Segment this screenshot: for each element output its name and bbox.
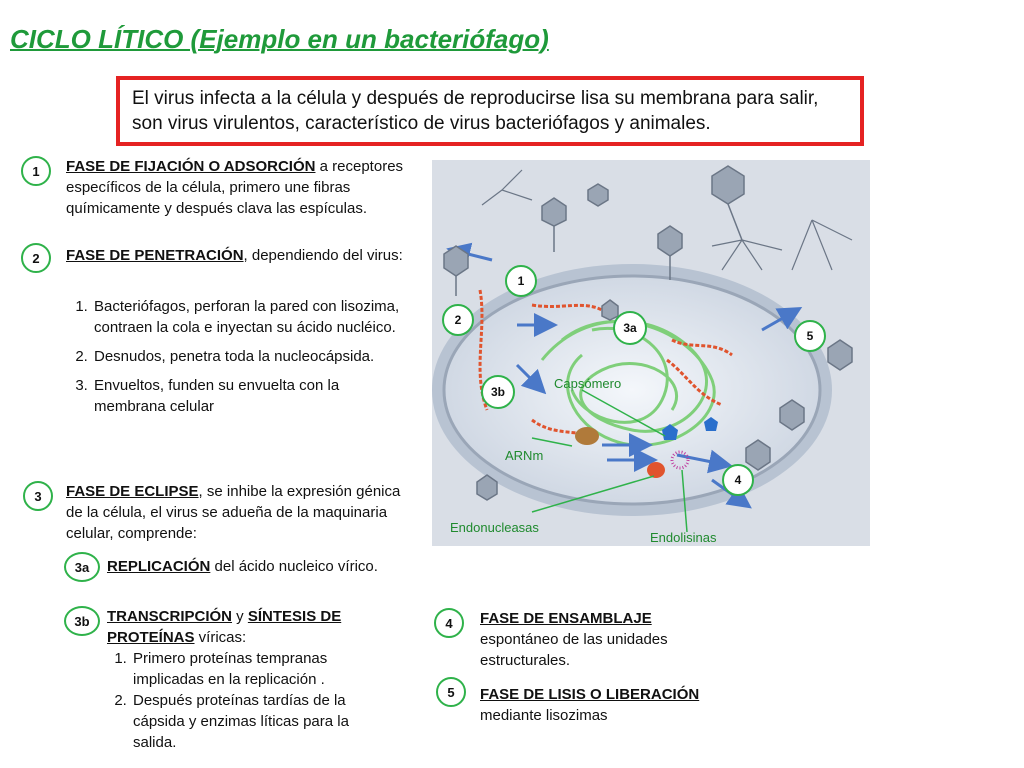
svg-text:5: 5 bbox=[806, 329, 814, 343]
ribosome bbox=[575, 427, 599, 445]
diagram-marker-4 bbox=[723, 465, 753, 495]
phase-3a-badge: 3a bbox=[64, 552, 100, 582]
phase-2-heading: FASE DE PENETRACIÓN bbox=[66, 247, 244, 264]
phase-3-description: , se inhibe la expresión génica de la célula, el virus se adueña de la maquinaria celular, comprende: bbox=[66, 483, 401, 542]
phase-3-text bbox=[66, 481, 411, 544]
phase-1-text bbox=[66, 156, 416, 219]
svg-text:1: 1 bbox=[517, 274, 525, 288]
intro-box: El virus infecta a la célula y después de reproducirse lisa su membrana para salir, son virus virulentos, característico de virus bacteriófagos y animales. bbox=[116, 76, 864, 146]
phase-3-badge: 3 bbox=[23, 481, 53, 511]
phase-4-heading: FASE DE ENSAMBLAJE bbox=[480, 610, 652, 627]
phase-1-heading: FASE DE FIJACIÓN O ADSORCIÓN bbox=[66, 158, 316, 175]
svg-text:2: 2 bbox=[454, 313, 462, 327]
phase-3-heading: FASE DE ECLIPSE bbox=[66, 483, 199, 500]
diagram-marker-3a bbox=[614, 312, 646, 344]
phase-2-list bbox=[66, 296, 411, 425]
phase-3b-description: víricas: bbox=[194, 629, 247, 646]
phase-5-heading: FASE DE LISIS O LIBERACIÓN bbox=[480, 686, 700, 703]
diagram-marker-1 bbox=[506, 266, 536, 296]
label-capsomero: Capsómero bbox=[554, 376, 622, 391]
svg-text:3a: 3a bbox=[623, 321, 637, 335]
list-item: 3. Envueltos, funden su envuelta con la membrana celular bbox=[92, 375, 411, 417]
phase-1-description: a receptores específicos de la célula, primero une fibras químicamente y después clava las espículas. bbox=[66, 158, 404, 217]
phase-1-badge: 1 bbox=[21, 156, 51, 186]
phase-3a-text bbox=[107, 556, 437, 577]
endonuclease bbox=[647, 462, 665, 478]
phase-3a-description: del ácido nucleico vírico. bbox=[210, 558, 378, 575]
phase-3a-heading: REPLICACIÓN bbox=[107, 558, 211, 575]
list-item: 2. Después proteínas tardías de la cápsida y enzimas líticas para la salida. bbox=[131, 690, 377, 753]
diagram-marker-3b bbox=[482, 376, 514, 408]
list-item: 1. Bacteriófagos, perforan la pared con lisozima, contraen la cola e inyectan su ácido nucléico. bbox=[92, 296, 411, 338]
phase-3b-heading-2: SÍNTESIS DE PROTEÍNAS bbox=[107, 608, 342, 646]
phase-4-text bbox=[480, 608, 740, 671]
phase-3b-connector: y bbox=[232, 608, 248, 625]
phase-4-description: espontáneo de las unidades estructurales. bbox=[480, 631, 668, 669]
phase-2-text bbox=[66, 245, 406, 266]
phase-3b-heading-1: TRANSCRIPCIÓN bbox=[107, 608, 233, 625]
phase-3b-text bbox=[107, 606, 377, 753]
list-item: 1. Primero proteínas tempranas implicadas en la replicación . bbox=[131, 648, 377, 690]
svg-text:3b: 3b bbox=[490, 385, 506, 399]
label-arnm: ARNm bbox=[505, 448, 544, 463]
phase-5-text bbox=[480, 684, 720, 726]
diagram-marker-2 bbox=[443, 305, 473, 335]
phase-4-badge: 4 bbox=[434, 608, 464, 638]
cell-illustration bbox=[432, 160, 870, 546]
lytic-cycle-diagram bbox=[432, 160, 870, 546]
label-endonucleasas: Endonucleasas bbox=[450, 520, 539, 535]
phase-5-badge: 5 bbox=[436, 677, 466, 707]
label-endolisinas: Endolisinas bbox=[650, 530, 717, 545]
phase-3b-badge: 3b bbox=[64, 606, 100, 636]
diagram-marker-5 bbox=[795, 321, 825, 351]
phase-2-badge: 2 bbox=[21, 243, 51, 273]
phase-5-description: mediante lisozimas bbox=[480, 707, 608, 724]
list-item: 2. Desnudos, penetra toda la nucleocápsida. bbox=[92, 346, 411, 367]
page-title: CICLO LÍTICO (Ejemplo en un bacteriófago) bbox=[10, 24, 549, 54]
phase-2-description: , dependiendo del virus: bbox=[243, 247, 403, 264]
svg-text:4: 4 bbox=[734, 473, 742, 487]
